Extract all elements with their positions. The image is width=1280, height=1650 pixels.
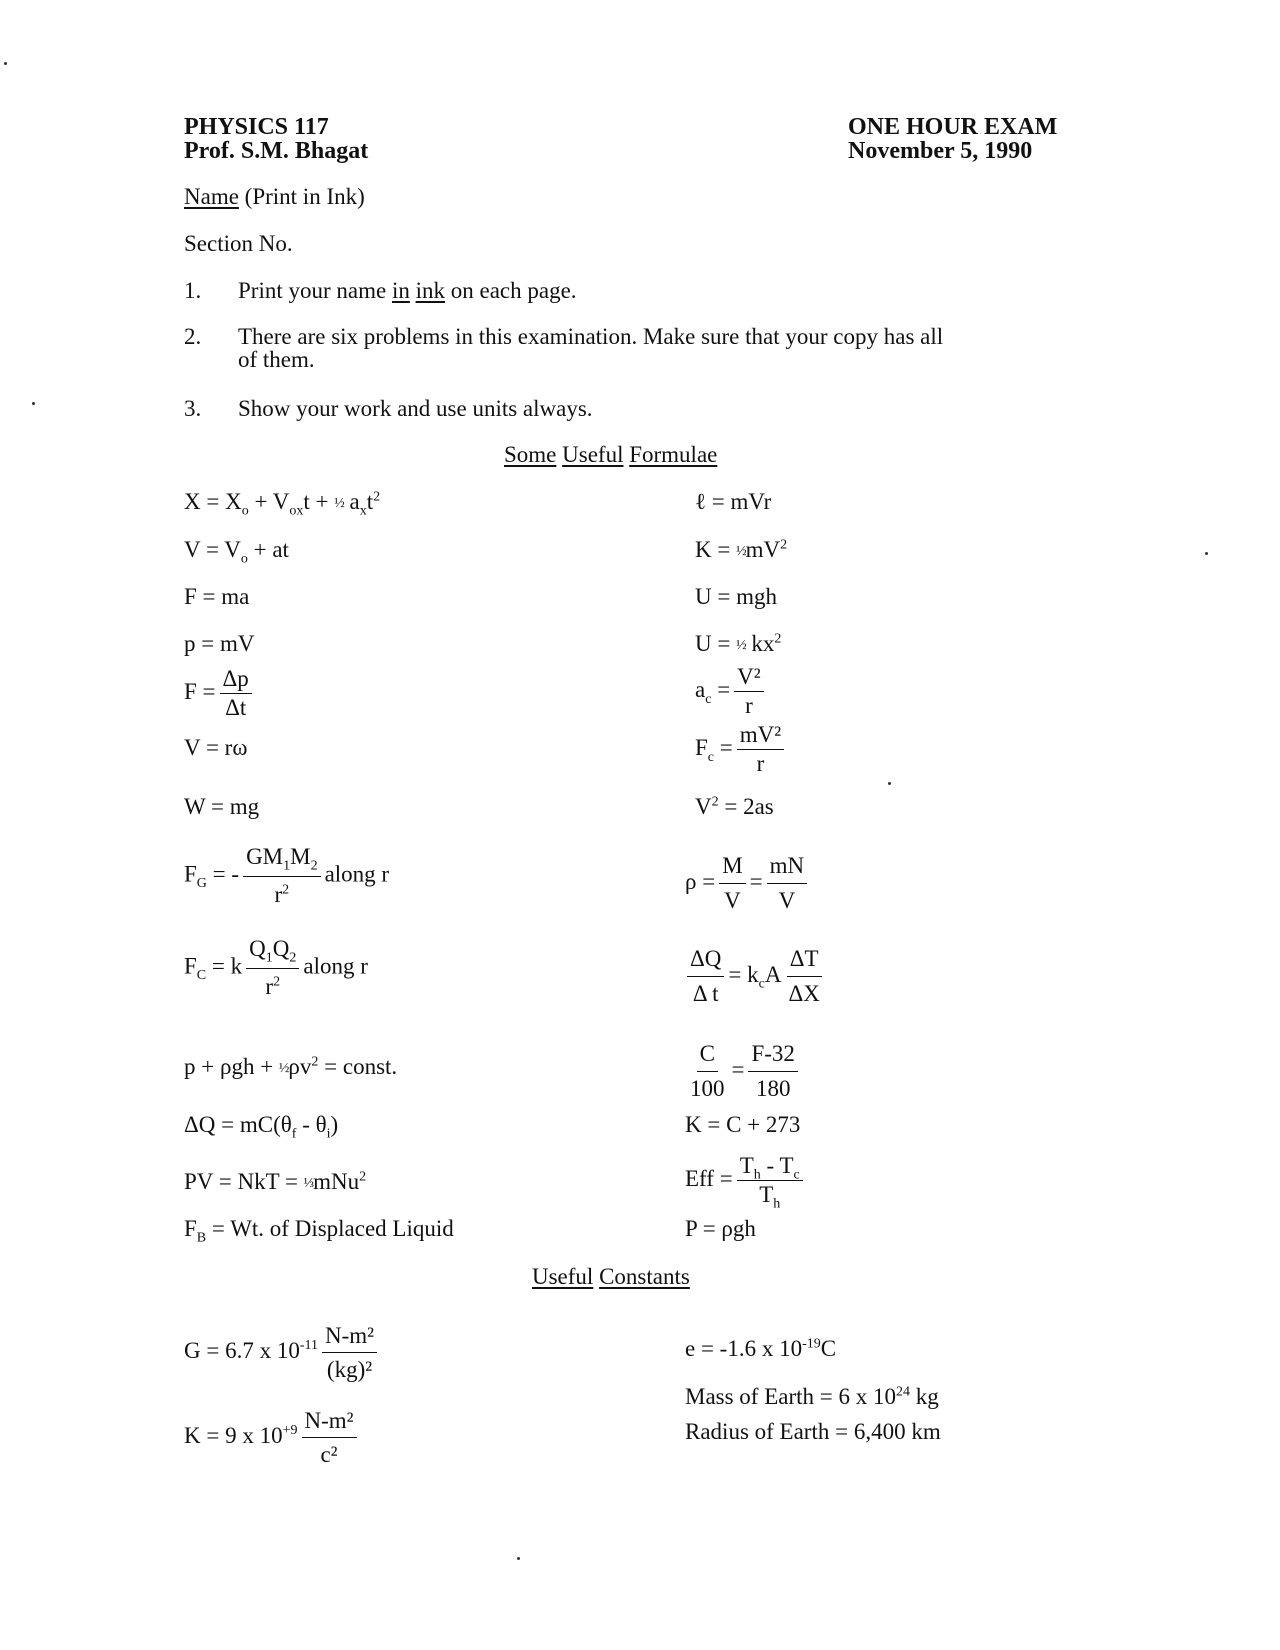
scan-speck: [517, 1557, 520, 1560]
formula-pressure-depth: P = ρgh: [685, 1216, 756, 1241]
instruction-text: on each page.: [444, 278, 577, 303]
constant-earth-mass: Mass of Earth = 6 x $10^{24}$ kg: [685, 1384, 939, 1409]
name-field-label: [184, 184, 365, 210]
formula-momentum: p = mV: [184, 631, 255, 656]
course-title: PHYSICS 117: [184, 114, 329, 140]
instruction-number: 3.: [184, 396, 202, 421]
formula-velocity: $V = V_o$ + at: [184, 537, 289, 567]
formula-newton-second-law: F = ma: [184, 584, 250, 609]
formula-angular-momentum: ℓ = mVr: [695, 489, 772, 514]
heading-word: Some: [504, 442, 557, 467]
instruction-text: Print your name: [238, 278, 392, 303]
formula-centripetal-acceleration: $a_c$ = $\frac{\text{V²}}{r}$: [695, 664, 768, 720]
name-label: Name: [184, 184, 239, 209]
formula-centripetal-force: $F_c$ = $\frac{\text{mV²}}{r}$: [695, 722, 788, 778]
instruction-1: [184, 278, 577, 304]
instruction-text-continued: of them.: [238, 347, 315, 372]
formula-coulomb: $F_C = k$ $\frac{Q_1Q_2}{r^2}$ along r: [184, 932, 368, 1004]
name-hint: (Print in Ink): [244, 184, 365, 209]
scan-speck: [32, 402, 35, 405]
heading-word: Useful: [562, 442, 624, 467]
formula-kinetic-energy: $K = \frac{1}{2}mV^2$: [695, 537, 788, 562]
formula-kelvin: K = C + 273: [685, 1112, 801, 1137]
formula-gravitation: $F_G$ = - $\frac{GM_1M_2}{r^2}$ along r: [184, 840, 389, 912]
constants-heading: [532, 1264, 690, 1290]
formula-kinematics-squared: $V^2 = 2as$: [695, 794, 774, 819]
instruction-emphasis: in: [391, 278, 410, 303]
constant-earth-radius: Radius of Earth = 6,400 km: [685, 1419, 941, 1444]
formula-ideal-gas: PV = NkT = ⅓mNu$^2$: [184, 1169, 367, 1194]
formula-density: ρ = $\frac{M}{V}$ = $\frac{mN}{V}$: [685, 850, 811, 917]
scan-speck: [4, 62, 7, 65]
formula-heat: $\Delta Q = mC(\theta_f - \theta_i)$: [184, 1112, 339, 1142]
formula-potential-energy: U = mgh: [695, 584, 777, 609]
scan-speck: [1205, 552, 1208, 555]
scan-speck: [888, 782, 891, 785]
formula-bernoulli: $p + \rho gh + \frac{1}{2}\rho v^2$ = const.: [184, 1054, 398, 1079]
instruction-number: 1.: [184, 278, 202, 303]
formulae-heading: [504, 442, 717, 468]
instruction-text: Show your work and use units always.: [238, 396, 593, 421]
heading-word: Useful: [532, 1264, 594, 1289]
professor-name: Prof. S.M. Bhagat: [184, 138, 369, 164]
instruction-text: There are six problems in this examination. Make sure that your copy has all: [238, 324, 944, 349]
formula-weight: W = mg: [184, 794, 260, 819]
heading-word: Constants: [599, 1264, 690, 1289]
constant-coulomb: K = 9 x $10^{+9}$ $\frac{\text{N-m²}}{\text{c²}}$: [184, 1405, 361, 1470]
instruction-3: [184, 396, 593, 422]
formula-heat-conduction: $\frac{\Delta Q}{\text{Δ t}}$ = $k_cA$ $\frac{\Delta T}{\Delta X}$: [683, 943, 827, 1010]
formula-impulse-force: F = $\frac{\Delta p}{\Delta t}$: [184, 666, 256, 722]
heading-word: Formulae: [629, 442, 718, 467]
formula-temperature-conversion: $\frac{C}{100}$ = $\frac{F-32}{180}$: [683, 1038, 802, 1105]
instruction-2: [184, 325, 943, 371]
section-field-label: Section No.: [184, 231, 293, 256]
formula-buoyancy: $F_B = Wt$. of Displaced Liquid: [184, 1216, 454, 1246]
formula-spring-energy: U = ½ $kx^2$: [695, 631, 782, 656]
exam-date: November 5, 1990: [848, 138, 1033, 164]
instruction-number: 2.: [184, 324, 202, 349]
constant-gravitational: G = 6.7 x $10^{-11}$ $\frac{\text{N-m²}}{\text{(kg)²}}$: [184, 1320, 381, 1385]
formula-efficiency: Eff = $\frac{T_h - T_c}{T_h}$: [685, 1153, 807, 1209]
instruction-emphasis: ink: [415, 278, 445, 303]
constant-electron-charge: e = -1.6 x $10^{-19}C$: [685, 1336, 837, 1361]
formula-angular-velocity: V = rω: [184, 735, 248, 760]
formula-position: $X = X_o + V_{ox}t$ + ½ $a_xt^2$: [184, 489, 381, 519]
exam-type: ONE HOUR EXAM: [848, 114, 1058, 140]
